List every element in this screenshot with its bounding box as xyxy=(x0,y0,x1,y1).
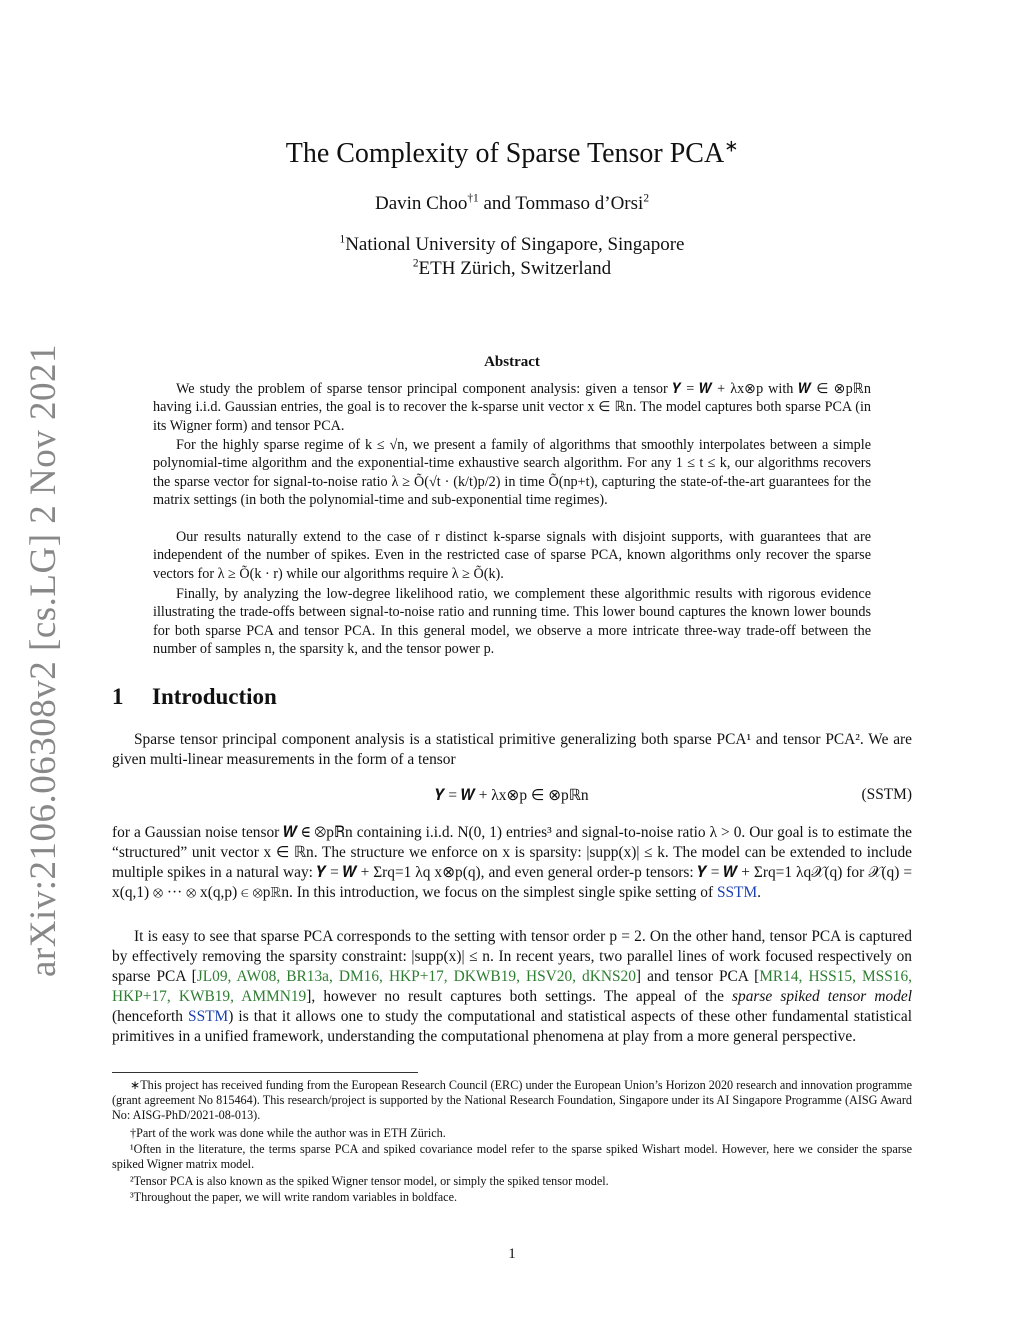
author-line xyxy=(0,193,1024,215)
affiliation-2-text: ETH Zürich, Switzerland xyxy=(418,258,612,279)
footnote-2: ²Tensor PCA is also known as the spiked Wigner tensor model, or simply the spiked tensor model. xyxy=(130,1174,609,1188)
affiliation-1 xyxy=(0,234,1024,256)
author-conjunction: and xyxy=(483,193,511,214)
footnote-dagger: †Part of the work was done while the author was in ETH Zürich. xyxy=(130,1126,446,1140)
arxiv-stamp xyxy=(14,343,74,977)
abstract-heading: Abstract xyxy=(484,354,540,370)
equation-tag: (SSTM) xyxy=(861,786,912,803)
affiliation-2-mark: 2 xyxy=(412,257,419,270)
author-2-marks: 2 xyxy=(643,192,650,205)
footnote-funding: ∗This project has received funding from the European Research Council (ERC) under the European Union’s Horizon 2020 research and innovation programme (grant agreement No 815464). This research/project is supported by the National Research Foundation, Singapore under its AI Singapore Programme (AISG Award No: AISG-PhD/2021-08-013). xyxy=(112,1078,912,1123)
intro-paragraph-2-text: for a Gaussian noise tensor 𝑾 ∈ ⊗pℝn containing i.i.d. N(0, 1) entries³ and signal-to-noise ratio λ > 0. Our goal is to estimate the “structured” unit vector x ∈ ℝn. The structure we enforce on x is sparsity: |supp(x)| ≤ k. The model can be extended to include multiple spikes in a natural way: 𝒀 = 𝑾 + Σrq=1 λq x⊗p(q), and even general order-p tensors: 𝒀 = 𝑾 + Σrq=1 λq𝒳(q) for 𝒳(q) = x(q,1) ⊗ ··· ⊗ x(q,p) ∈ ⊗pℝn. In this introduction, we focus on the simplest single spike setting of xyxy=(112,824,912,901)
tensor-pca-citations[interactable]: MR14, HSS15, MSS16, HKP+17, KWB19, AMMN19 xyxy=(112,968,912,1005)
intro-paragraph-2 xyxy=(112,823,912,903)
sparse-pca-citations[interactable]: JL09, AW08, BR13a, DM16, HKP+17, DKWB19, HSV20, dKNS20 xyxy=(196,968,636,985)
intro-paragraph-3-part-b: ] and tensor PCA [ xyxy=(635,968,760,985)
arxiv-identifier: arXiv:2106.06308v2 [cs.LG] 2 Nov 2021 xyxy=(23,343,65,977)
author-1-marks: †1 xyxy=(467,192,479,205)
author-2: Tommaso d’Orsi xyxy=(515,193,644,214)
title-text: The Complexity of Sparse Tensor PCA xyxy=(285,138,725,169)
intro-paragraph-3-part-e: ) is that it allows one to study the computational and statistical aspects of these other fundamental statistical primitives in a unified framework, understanding the computational phenomena at play from a more general perspective. xyxy=(112,1008,912,1045)
intro-paragraph-3 xyxy=(112,927,912,1047)
abstract-paragraph-2: For the highly sparse regime of k ≤ √n, we present a family of algorithms that smoothly interpolates between a simple polynomial-time algorithm and the exponential-time exhaustive search algorithm. For any 1 ≤ t ≤ k, our algorithms recovers the sparse vector for signal-to-noise ratio λ ≥ Õ(√t · (k/t)p/2) in time Õ(np+t), capturing the state-of-the-art guarantees for the matrix settings (in both the polynomial-time and sub-exponential time regimes). xyxy=(153,437,871,509)
footnote-3: ³Throughout the paper, we will write random variables in boldface. xyxy=(130,1190,458,1204)
section-heading xyxy=(112,684,277,710)
paper-title xyxy=(0,138,1024,170)
sstm-link[interactable]: SSTM xyxy=(716,884,758,901)
intro-paragraph-3-part-c: ], however no result captures both settings. The appeal of the xyxy=(306,988,724,1005)
title-footnote-mark: ∗ xyxy=(724,136,739,156)
intro-paragraph-3-part-a: It is easy to see that sparse PCA corresponds to the setting with tensor order p = 2. On the other hand, tensor PCA is captured by effectively removing the sparsity constraint: |supp(x)| ≤ n. In recent years, two parallel lines of work focused respectively on sparse PCA [ xyxy=(112,928,912,985)
abstract-paragraph-3: Our results naturally extend to the case of r distinct k-sparse signals with disjoint supports, with guarantees that are independent of the number of spikes. Even in the restricted case of sparse PCA, known algorithms only recover the sparse vectors for λ ≥ Õ(k · r) while our algorithms require λ ≥ Õ(k). xyxy=(153,529,871,582)
intro-paragraph-3-part-d: (henceforth xyxy=(112,1008,183,1025)
author-1: Davin Choo xyxy=(374,193,468,214)
affiliation-1-mark: 1 xyxy=(339,233,346,246)
intro-paragraph-1: Sparse tensor principal component analysis is a statistical primitive generalizing both sparse PCA¹ and tensor PCA². We are given multi-linear measurements in the form of a tensor xyxy=(112,731,912,768)
abstract-paragraph-1: We study the problem of sparse tensor principal component analysis: given a tensor 𝒀 = 𝑾 + λx⊗p with 𝑾 ∈ ⊗pℝn having i.i.d. Gaussian entries, the goal is to recover the k-sparse unit vector x ∈ ℝn. The model captures both sparse PCA (in its Wigner form) and tensor PCA. xyxy=(153,381,871,434)
footnote-rule xyxy=(112,1072,418,1073)
page-number: 1 xyxy=(508,1246,516,1262)
section-title: Introduction xyxy=(152,684,277,709)
section-number: 1 xyxy=(112,684,124,709)
abstract-paragraph-4: Finally, by analyzing the low-degree likelihood ratio, we complement these algorithmic results with rigorous evidence illustrating the trade-offs between signal-to-noise ratio and running time. This lower bound captures the known lower bounds for both sparse PCA and tensor PCA. In this general model, we observe a more intricate three-way trade-off between the number of samples n, the sparsity k, and the tensor power p. xyxy=(153,586,871,658)
affiliation-1-text: National University of Singapore, Singapore xyxy=(345,234,685,255)
footnote-1: ¹Often in the literature, the terms sparse PCA and spiked covariance model refer to the sparse spiked Wishart model. However, here we consider the sparse spiked Wigner matrix model. xyxy=(112,1142,912,1172)
intro-paragraph-2-end: . xyxy=(757,884,762,901)
intro-italic-term: sparse spiked tensor model xyxy=(732,988,913,1005)
equation-formula: 𝒀 = 𝑾 + λx⊗p ∈ ⊗pℝn xyxy=(435,787,589,804)
affiliation-2 xyxy=(0,258,1024,280)
sstm-link-2[interactable]: SSTM xyxy=(188,1008,229,1025)
